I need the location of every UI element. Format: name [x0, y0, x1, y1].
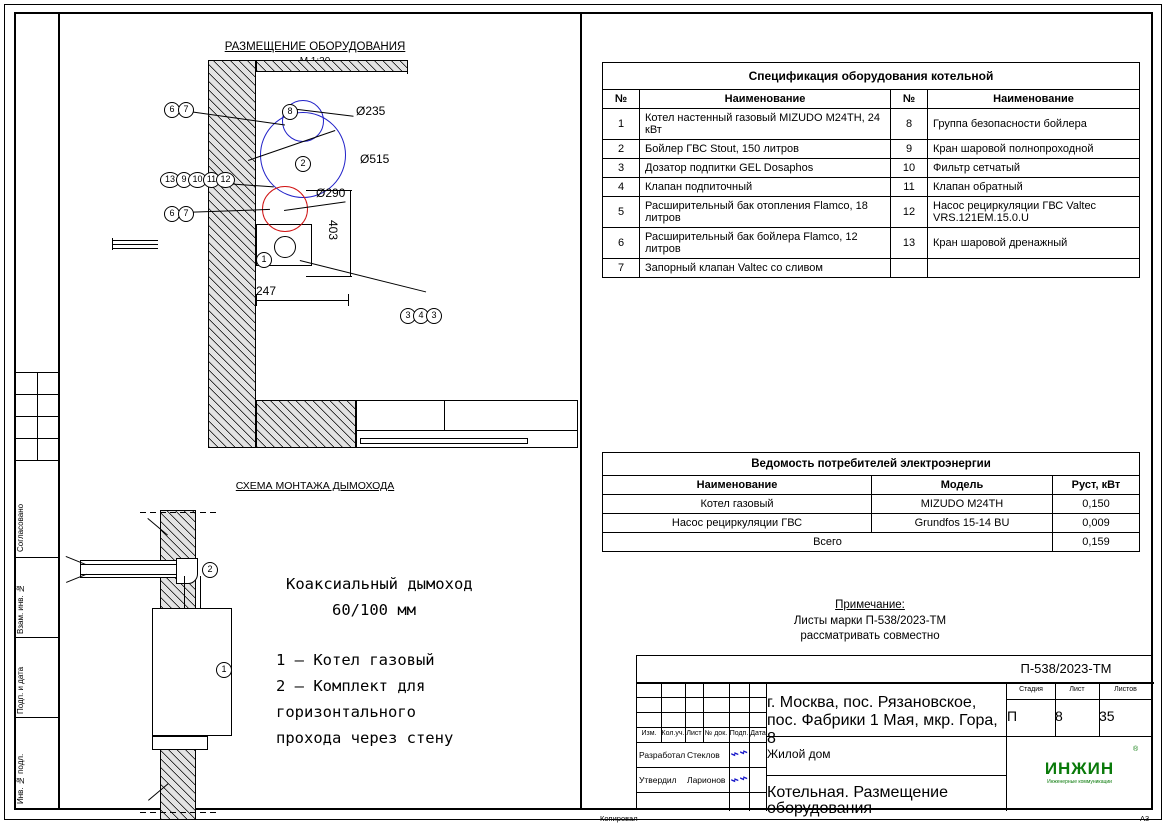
- spec-r6-c2: [891, 259, 928, 278]
- signature-1: ⌁⌁: [727, 742, 749, 764]
- spec-r3-c3: Клапан обратный: [928, 178, 1140, 197]
- spec-r4-c2: 12: [891, 197, 928, 228]
- doc-code: П-538/2023-ТМ: [1020, 661, 1112, 676]
- spec-r5-c3: Кран шаровой дренажный: [928, 228, 1140, 259]
- stamp-col-kol: Кол.уч.: [661, 730, 685, 737]
- spec-r5-c2: 13: [891, 228, 928, 259]
- spec-r6-c0: 7: [603, 259, 640, 278]
- company-logo: [1007, 742, 1152, 802]
- power-total-value: 0,159: [1053, 533, 1140, 552]
- chimney-pipe: [80, 560, 184, 578]
- callout-11: 11: [203, 172, 220, 188]
- spec-r2-c3: Фильтр сетчатый: [928, 159, 1140, 178]
- callout-13: 13: [160, 172, 180, 188]
- stamp-col-doc: № док.: [704, 730, 728, 737]
- callout-12: 12: [216, 172, 235, 188]
- power-th-1: Модель: [872, 476, 1053, 495]
- sheets-label: Листов: [1114, 686, 1137, 693]
- wall-top: [256, 60, 408, 72]
- callout-7b: 7: [178, 206, 194, 222]
- spec-r3-c1: Клапан подпиточный: [640, 178, 891, 197]
- chimney-title: СХЕМА МОНТАЖА ДЫМОХОДА: [235, 480, 395, 492]
- table-row: [603, 197, 1140, 228]
- dim-247: 247: [256, 284, 277, 298]
- spec-r6-c1: Запорный клапан Valtec со сливом: [640, 259, 891, 278]
- signature-2: ⌁⌁: [727, 768, 749, 790]
- sheets-value: 35: [1099, 708, 1115, 724]
- callout-1: 1: [256, 252, 272, 268]
- chimney-scheme: [60, 500, 578, 818]
- table-row-total: [603, 533, 1140, 552]
- wall-bottom: [256, 400, 356, 448]
- power-r0-c0: Котел газовый: [603, 495, 872, 514]
- object-name: Жилой дом: [767, 747, 831, 761]
- chimney-text-line6: прохода через стену: [276, 729, 454, 747]
- spec-r1-c0: 2: [603, 140, 640, 159]
- spec-r6-c3: [928, 259, 1140, 278]
- equipment-plan: [60, 60, 578, 448]
- spec-r5-c1: Расширительный бак бойлера Flamco, 12 литров: [640, 228, 891, 259]
- title-block: [636, 655, 1153, 817]
- spec-th-2: №: [891, 90, 928, 109]
- left-label-agreed: Согласовано: [16, 503, 25, 552]
- spec-r4-c3: Насос рециркуляции ГВС Valtec VRS.121EM.15.0.U: [928, 197, 1140, 228]
- table-row: [603, 514, 1140, 533]
- callout-6b: 6: [164, 206, 180, 222]
- logo-sub-text: Инженерные коммуникации: [1047, 779, 1112, 785]
- callout-3a: 3: [400, 308, 416, 324]
- logo-main-text: ИНЖИН: [1044, 759, 1115, 778]
- address-line1: г. Москва, пос. Рязановское,: [767, 694, 977, 711]
- stage-label: Стадия: [1019, 686, 1043, 693]
- power-total-label: Всего: [603, 533, 1053, 552]
- window-sash: [360, 438, 528, 444]
- power-r0-c1: MIZUDO M24TH: [872, 495, 1053, 514]
- chimney-text-line5: горизонтального: [276, 703, 416, 721]
- spec-table: [602, 62, 1140, 278]
- power-th-0: Наименование: [603, 476, 872, 495]
- chimney-text-line3: 1 — Котел газовый: [276, 651, 435, 669]
- stamp-name-1: Ларионов: [687, 775, 726, 785]
- table-row: [603, 109, 1140, 140]
- chimney-boiler-base: [152, 736, 208, 750]
- plan-title: РАЗМЕЩЕНИЕ ОБОРУДОВАНИЯ: [224, 41, 406, 53]
- drawing-area: [60, 12, 580, 810]
- callout-7: 7: [178, 102, 194, 118]
- chimney-text-line4: 2 — Комплект для: [276, 677, 426, 695]
- chimney-callout-2: 2: [202, 562, 218, 578]
- spec-r0-c0: 1: [603, 109, 640, 140]
- chimney-callout-1: 1: [216, 662, 232, 678]
- callout-2: 2: [295, 156, 311, 172]
- spec-r2-c2: 10: [891, 159, 928, 178]
- callout-6: 6: [164, 102, 180, 118]
- spec-th-0: №: [603, 90, 640, 109]
- callout-9: 9: [176, 172, 192, 188]
- callout-8: 8: [282, 104, 298, 120]
- spec-r1-c2: 9: [891, 140, 928, 159]
- spec-table-title: Спецификация оборудования котельной: [603, 63, 1140, 90]
- table-row: [603, 178, 1140, 197]
- dim-d235: Ø235: [356, 104, 386, 118]
- footer-format: А3: [1140, 814, 1150, 823]
- dim-d515: Ø515: [360, 152, 390, 166]
- power-r1-c2: 0,009: [1053, 514, 1140, 533]
- wall-vertical: [208, 60, 256, 448]
- column-divider: [580, 12, 582, 810]
- left-label-inv-no: Инв. № подл.: [16, 753, 25, 804]
- spec-r3-c2: 11: [891, 178, 928, 197]
- power-table-title: Ведомость потребителей электроэнергии: [603, 453, 1140, 476]
- left-margin-column: [14, 12, 60, 810]
- dim-line-247: [256, 300, 348, 301]
- room-border-right: [407, 60, 408, 74]
- spec-th-3: Наименование: [928, 90, 1140, 109]
- stamp-role-0: Разработал: [639, 750, 686, 760]
- spec-r5-c0: 6: [603, 228, 640, 259]
- power-r1-c1: Grundfos 15-14 BU: [872, 514, 1053, 533]
- stamp-col-data: Дата: [750, 730, 766, 737]
- spec-th-1: Наименование: [640, 90, 891, 109]
- stamp-role-1: Утвердил: [639, 775, 677, 785]
- sheet-value: 8: [1055, 708, 1063, 724]
- table-row: [603, 259, 1140, 278]
- callout-3b: 3: [426, 308, 442, 324]
- chimney-text-line2: 60/100 мм: [332, 601, 416, 619]
- left-label-sign-date: Подп. и дата: [16, 666, 25, 714]
- spec-r0-c3: Группа безопасности бойлера: [928, 109, 1140, 140]
- spec-r3-c0: 4: [603, 178, 640, 197]
- table-row: [603, 228, 1140, 259]
- logo-reg-mark: ®: [1133, 746, 1139, 753]
- sheet-name-line2: оборудования: [767, 800, 873, 817]
- power-th-2: Руст, кВт: [1053, 476, 1140, 495]
- sheet-name-line1: Котельная. Размещение: [767, 784, 948, 801]
- stamp-col-izm: Изм.: [641, 730, 657, 737]
- note-line2: рассматривать совместно: [800, 630, 940, 643]
- dim-line-403: [350, 190, 351, 276]
- stamp-col-list: Лист: [686, 730, 702, 737]
- note-line1: Листы марки П-538/2023-ТМ: [793, 614, 947, 627]
- power-table: [602, 452, 1140, 552]
- callout-10: 10: [188, 172, 207, 188]
- power-r0-c2: 0,150: [1053, 495, 1140, 514]
- dim-d290: Ø290: [316, 186, 346, 200]
- spec-r4-c0: 5: [603, 197, 640, 228]
- callout-4: 4: [413, 308, 429, 324]
- left-label-inv-dup: Взам. инв. №: [16, 584, 25, 634]
- sheet-label: Лист: [1069, 686, 1085, 693]
- table-row: [603, 159, 1140, 178]
- spec-r1-c1: Бойлер ГВС Stout, 150 литров: [640, 140, 891, 159]
- spec-r0-c1: Котел настенный газовый MIZUDO M24TH, 24 кВт: [640, 109, 891, 140]
- dim-403: 403: [326, 220, 340, 241]
- spec-r2-c1: Дозатор подпитки GEL Dosaphos: [640, 159, 891, 178]
- spec-r0-c2: 8: [891, 109, 928, 140]
- stamp-col-podp: Подп.: [729, 730, 749, 737]
- spec-r4-c1: Расширительный бак отопления Flamco, 18 литров: [640, 197, 891, 228]
- spec-r1-c3: Кран шаровой полнопроходной: [928, 140, 1140, 159]
- power-r1-c0: Насос рециркуляции ГВС: [603, 514, 872, 533]
- chimney-elbow: [176, 558, 198, 584]
- note-block: [690, 598, 1050, 645]
- footer-copied: Копировал: [600, 814, 638, 823]
- chimney-text-line1: Коаксиальный дымоход: [286, 575, 473, 593]
- table-row: [603, 140, 1140, 159]
- note-title: Примечание:: [835, 599, 905, 611]
- boiler-circle-inner: [274, 236, 296, 258]
- stamp-name-0: Стеклов: [687, 750, 720, 760]
- spec-r2-c0: 3: [603, 159, 640, 178]
- stage-value: П: [1007, 708, 1018, 724]
- address-line2: пос. Фабрики 1 Мая, мкр. Гора, 8: [767, 712, 998, 747]
- table-row: [603, 495, 1140, 514]
